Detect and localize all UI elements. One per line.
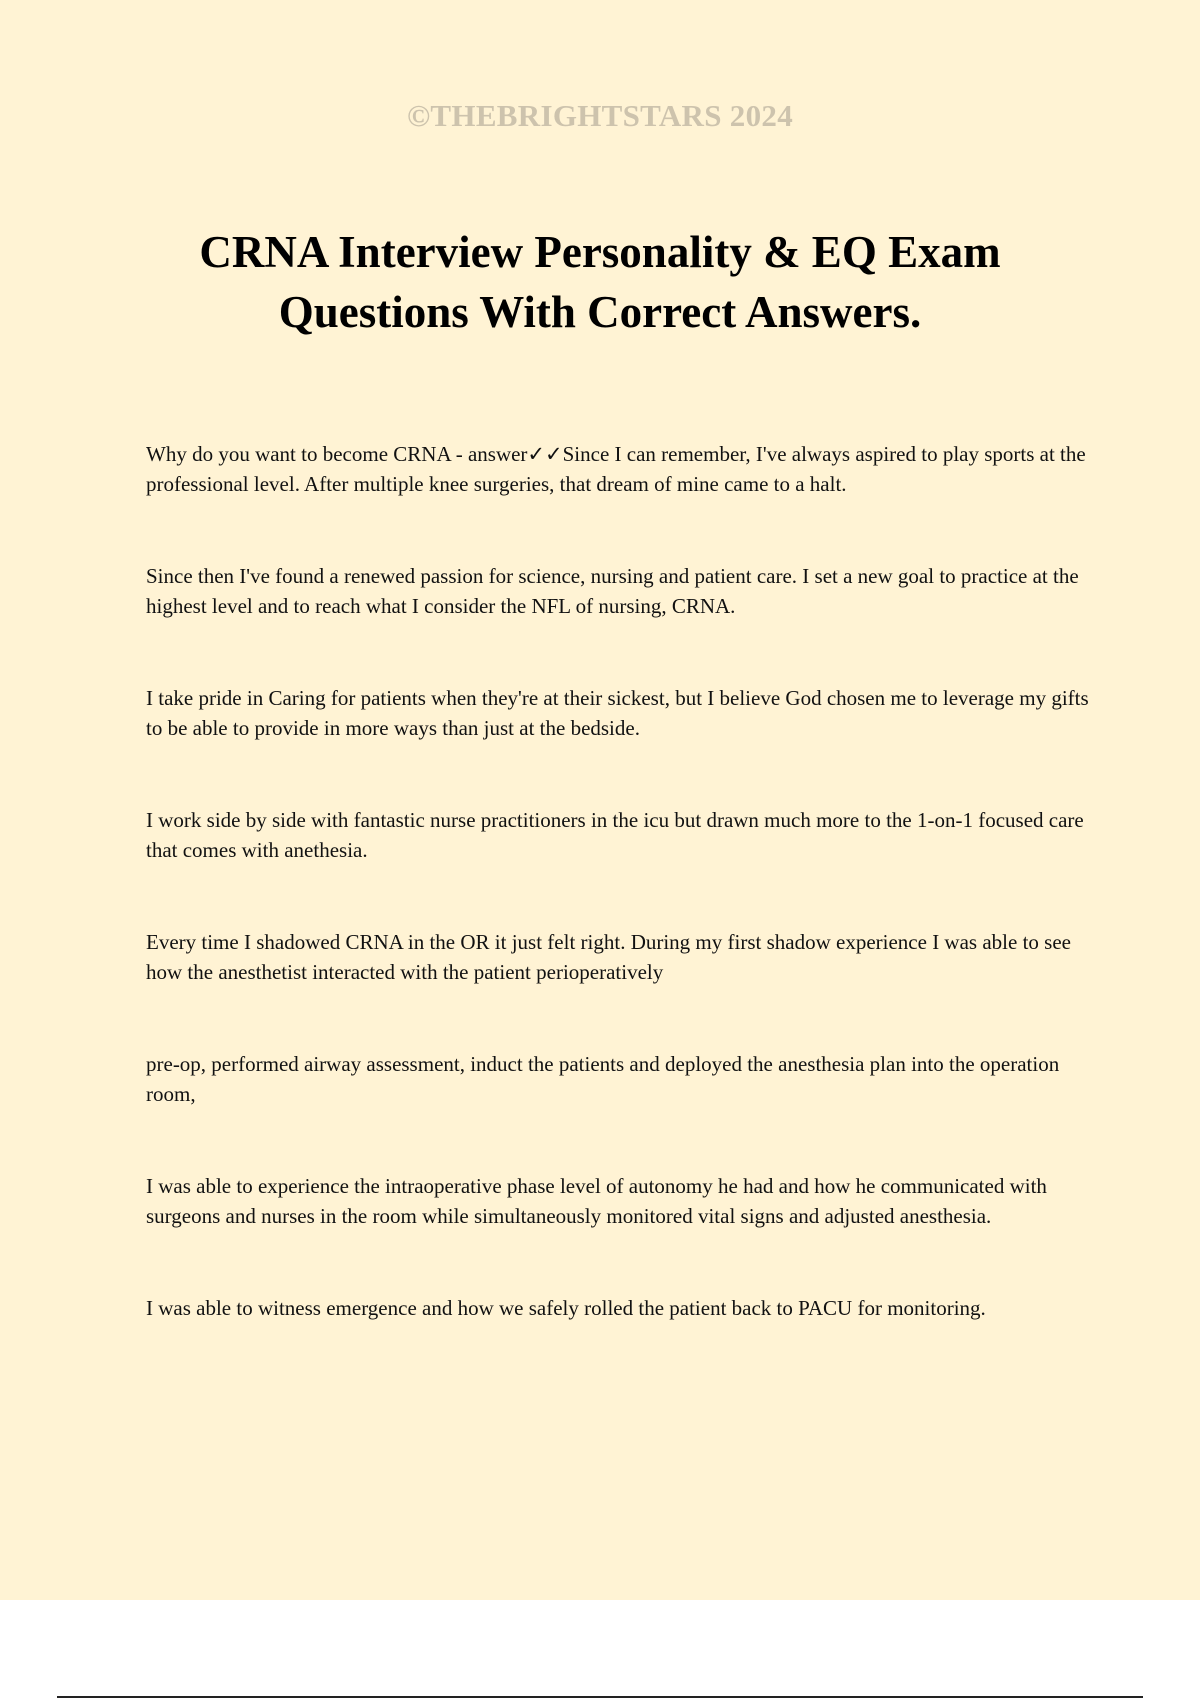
paragraph: pre-op, performed airway assessment, induct the patients and deployed the anesthesia plan into the operation room, [146, 1052, 1060, 1106]
copyright-watermark: ©THEBRIGHTSTARS 2024 [406, 98, 794, 133]
paragraph: I take pride in Caring for patients when they're at their sickest, but I believe God chosen me to leverage my gifts to be able to provide in more ways than just at the bedside. [146, 686, 1089, 740]
paragraph: I work side by side with fantastic nurse practitioners in the icu but drawn much more to the 1-on-1 focused care that comes with anethesia. [146, 808, 1084, 862]
document-body [146, 439, 1092, 1385]
paragraph: Why do you want to become CRNA - answer✓✓Since I can remember, I've always aspired to play sports at the professional level. After multiple knee surgeries, that dream of mine came to a halt. [146, 442, 1086, 496]
bottom-divider [57, 1696, 1143, 1698]
paragraph: I was able to witness emergence and how we safely rolled the patient back to PACU for monitoring. [146, 1296, 986, 1320]
paragraph: Since then I've found a renewed passion for science, nursing and patient care. I set a new goal to practice at the highest level and to reach what I consider the NFL of nursing, CRNA. [146, 564, 1079, 618]
paragraph: Every time I shadowed CRNA in the OR it just felt right. During my first shadow experience I was able to see how the anesthetist interacted with the patient perioperatively [146, 930, 1071, 984]
paragraph: I was able to experience the intraoperative phase level of autonomy he had and how he communicated with surgeons and nurses in the room while simultaneously monitored vital signs and adjusted anesthesia. [146, 1174, 1047, 1228]
document-title: CRNA Interview Personality & EQ Exam Questions With Correct Answers. [199, 227, 1001, 337]
